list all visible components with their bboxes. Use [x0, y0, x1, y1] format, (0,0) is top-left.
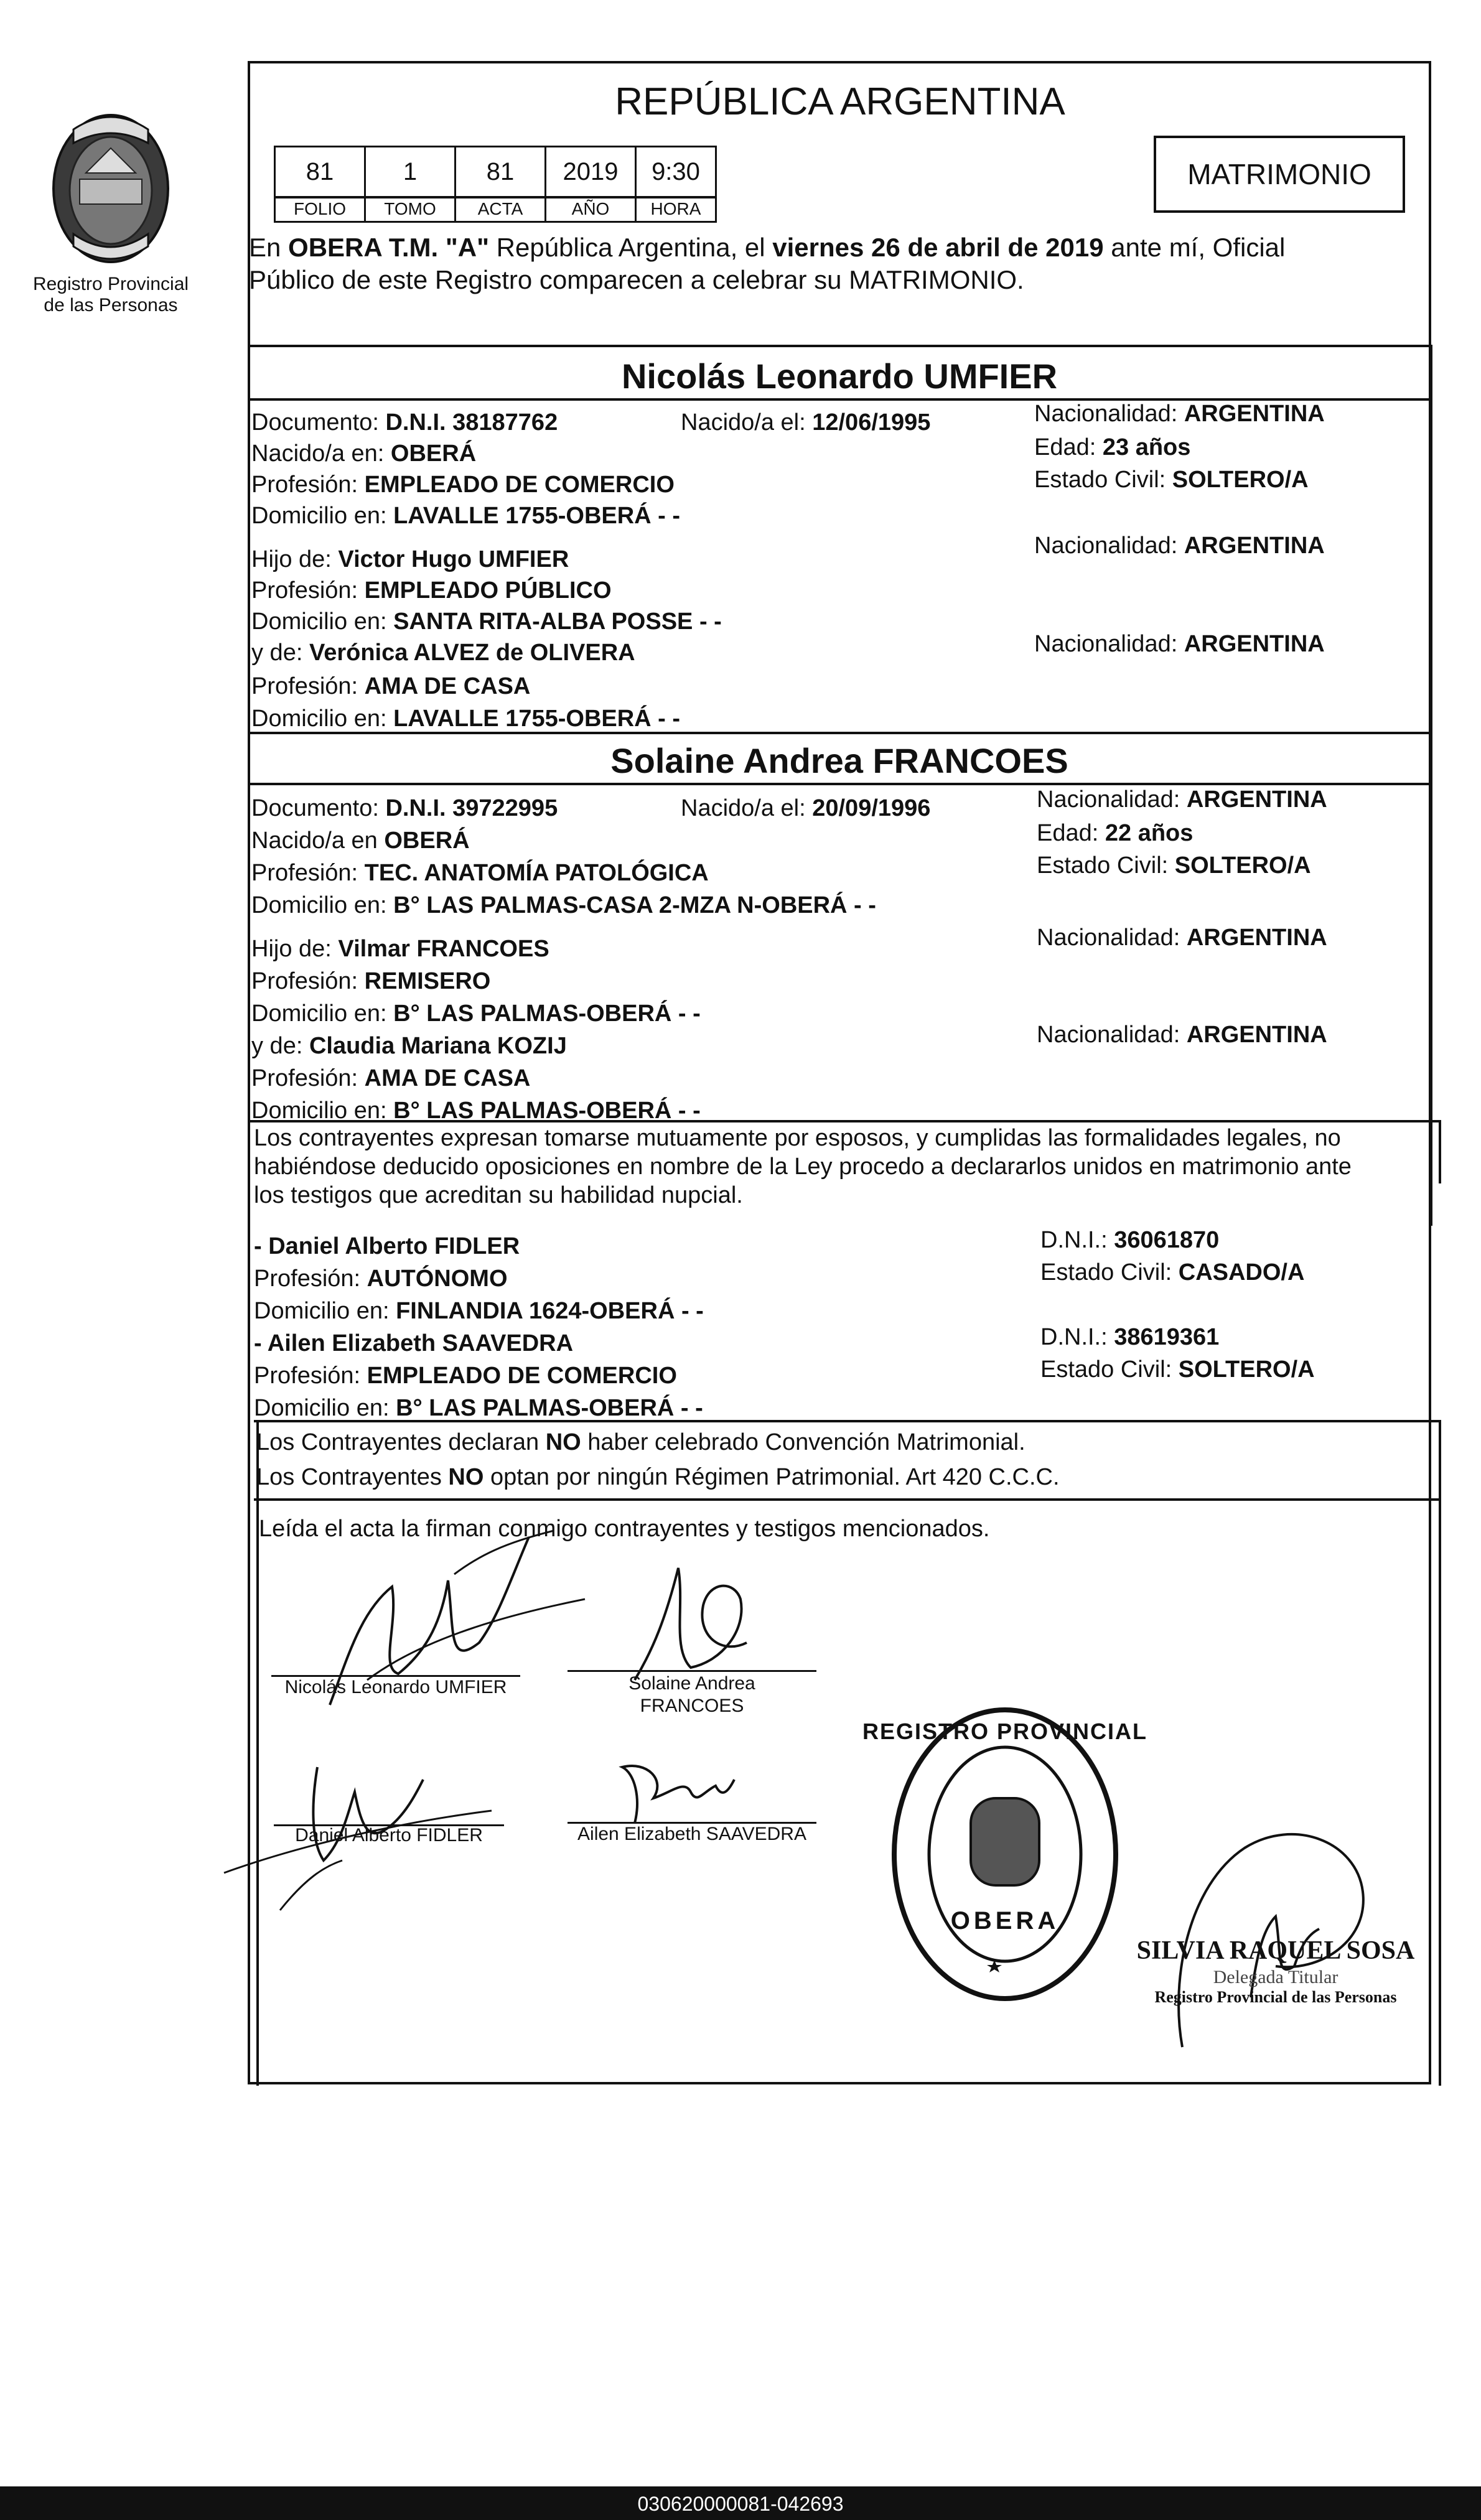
witness-2-signature-name: Ailen Elizabeth SAAVEDRA: [577, 1824, 806, 1844]
bride-profession: TEC. ANATOMÍA PATOLÓGICA: [364, 860, 709, 886]
divider: [249, 345, 1430, 347]
hora-value: 9:30: [635, 146, 717, 198]
bride-mother-profession: AMA DE CASA: [364, 1065, 531, 1091]
bride-name: Solaine Andrea FRANCOES: [610, 741, 1068, 780]
bride-father-nationality: ARGENTINA: [1186, 925, 1327, 951]
bride-signature-name-line2: FRANCOES: [640, 1696, 744, 1716]
witness-1: - Daniel Alberto FIDLER Profesión: AUTÓNOMO Domicilio en: FINLANDIA 1624-OBERÁ - -: [254, 1232, 1032, 1329]
convention-text: [256, 1425, 1432, 1495]
divider: [249, 1120, 1439, 1122]
bride-signature-icon: [616, 1556, 778, 1686]
registry-caption-line1: Registro Provincial: [32, 274, 189, 294]
bride-dni: D.N.I. 39722995: [385, 795, 558, 821]
registry-caption: [11, 274, 210, 316]
convention-line2: Los Contrayentes NO optan por ningún Régimen Patrimonial. Art 420 C.C.C.: [256, 1464, 1060, 1490]
hora-label: HORA: [635, 197, 717, 223]
bride-signature-name-line1: Solaine Andrea: [628, 1673, 755, 1694]
groom-mother-address: LAVALLE 1755-OBERÁ - -: [393, 706, 681, 732]
bride-details-right: Nacionalidad: ARGENTINA Edad: 22 años Estado Civil: SOLTERO/A Nacionalidad: ARGENTINA Nacionalidad: ARGENTINA: [1037, 786, 1327, 1048]
bride-age: 22 años: [1105, 820, 1194, 846]
bride-civil-status: SOLTERO/A: [1174, 852, 1311, 879]
official-name: SILVIA RAQUEL SOSA: [1136, 1936, 1415, 1965]
bride-details-left: Documento: D.N.I. 39722995 Nacido/a el: 20/09/1996 Nacido/a en OBERÁ Profesión: TEC. ANATOMÍA PATOLÓGICA Domicilio en: B° LAS PALMAS-CASA 2-MZA N-OBERÁ - - Hijo de: Vilmar FRANCOES Profesión: REMISERO Domicilio en: B° LAS PALMAS-OBERÁ - - y de: Claudia Mariana KOZIJ Profesión: AMA DE CASA Domicilio en: B° LAS PALMAS-OBERÁ - -: [251, 795, 931, 1124]
bride-birth-date: 20/09/1996: [812, 795, 931, 821]
groom-signature-name: Nicolás Leonardo UMFIER: [284, 1677, 507, 1697]
groom-birth-date: 12/06/1995: [812, 409, 931, 436]
witness-1-address: FINLANDIA 1624-OBERÁ - -: [396, 1298, 704, 1324]
anio-value: 2019: [544, 146, 637, 198]
bride-mother-nationality: ARGENTINA: [1186, 1022, 1327, 1048]
divider: [254, 1498, 1441, 1501]
bride-father-address: B° LAS PALMAS-OBERÁ - -: [393, 1001, 701, 1027]
declaration-line3: los testigos que acreditan su habilidad nupcial.: [254, 1182, 743, 1208]
divider: [249, 732, 1430, 734]
divider: [1439, 1420, 1441, 1498]
folio-value: 81: [274, 146, 366, 198]
witness-1-signature-name: Daniel Alberto FIDLER: [295, 1825, 483, 1846]
anio-label: AÑO: [544, 197, 637, 223]
svg-text:REGISTRO PROVINCIAL: REGISTRO PROVINCIAL: [862, 1719, 1148, 1744]
registry-seal-logo: [36, 105, 185, 273]
groom-details-left: Documento: D.N.I. 38187762 Nacido/a el: 12/06/1995 Nacido/a en: OBERÁ Profesión: EMPLEADO DE COMERCIO Domicilio en: LAVALLE 1755-OBERÁ - - Hijo de: Victor Hugo UMFIER Profesión: EMPLEADO PÚBLICO Domicilio en: SANTA RITA-ALBA POSSE - - y de: Verónica ALVEZ de OLIVERA Profesión: AMA DE CASA Domicilio en: LAVALLE 1755-OBERÁ - -: [251, 409, 931, 732]
bride-address: B° LAS PALMAS-CASA 2-MZA N-OBERÁ - -: [393, 892, 876, 918]
groom-dni: D.N.I. 38187762: [385, 409, 558, 436]
ceremony-date: viernes 26 de abril de 2019: [772, 233, 1104, 262]
bride-signature-line: [568, 1670, 816, 1672]
witness-1-name: - Daniel Alberto FIDLER: [254, 1233, 520, 1259]
bride-mother-address: B° LAS PALMAS-OBERÁ - -: [393, 1098, 701, 1124]
divider: [254, 1420, 1441, 1422]
divider: [1439, 1120, 1441, 1183]
groom-profession: EMPLEADO DE COMERCIO: [364, 472, 675, 498]
groom-father-nationality: ARGENTINA: [1184, 533, 1325, 559]
stamp-city: OBERA: [950, 1907, 1060, 1934]
bride-nationality: ARGENTINA: [1186, 786, 1327, 813]
bride-mother: Claudia Mariana KOZIJ: [309, 1033, 567, 1059]
groom-name: Nicolás Leonardo UMFIER: [621, 357, 1058, 396]
divider: [1439, 1498, 1441, 2086]
witness-1-ids: D.N.I.: 36061870 Estado Civil: CASADO/A: [1040, 1227, 1305, 1286]
witness-2-signature-icon: [597, 1755, 759, 1829]
bride-birthplace: OBERÁ: [384, 828, 470, 854]
registry-caption-line2: de las Personas: [44, 295, 178, 315]
registry-office: OBERA T.M. "A": [288, 233, 489, 262]
intro-line2: Público de este Registro comparecen a celebrar su MATRIMONIO.: [249, 265, 1024, 294]
read-statement: Leída el acta la firman conmigo contrayentes y testigos mencionados.: [259, 1516, 990, 1542]
groom-age: 23 años: [1102, 434, 1191, 460]
groom-father-address: SANTA RITA-ALBA POSSE - -: [393, 609, 722, 635]
misiones-seal-icon: [36, 105, 185, 273]
official-title: Delegada Titular: [1213, 1967, 1339, 1987]
groom-civil-status: SOLTERO/A: [1172, 467, 1309, 493]
act-type-box: [1154, 136, 1405, 213]
bride-signature-name: [568, 1673, 816, 1717]
tomo-value: 1: [364, 146, 456, 198]
witness-2-profession: EMPLEADO DE COMERCIO: [367, 1363, 677, 1389]
divider: [1430, 345, 1432, 1226]
witness-1-civil-status: CASADO/A: [1178, 1259, 1305, 1286]
acta-label: ACTA: [454, 197, 546, 223]
groom-father: Victor Hugo UMFIER: [338, 546, 569, 572]
declaration-line2: habiéndose deducido oposiciones en nombre de la Ley procedo a declararlos unidos en matrimonio ante: [254, 1154, 1352, 1180]
registry-stamp-icon: [862, 1705, 1148, 2004]
act-type-label: MATRIMONIO: [1187, 158, 1371, 190]
intro-line1: En OBERA T.M. "A" República Argentina, el viernes 26 de abril de 2019 ante mí, Oficial: [249, 233, 1286, 262]
convention-line1: Los Contrayentes declaran NO haber celebrado Convención Matrimonial.: [256, 1429, 1025, 1455]
witness-2: - Ailen Elizabeth SAAVEDRA Profesión: EMPLEADO DE COMERCIO Domicilio en: B° LAS PALMAS-OBERÁ - -: [254, 1329, 1032, 1426]
witness-2-civil-status: SOLTERO/A: [1178, 1356, 1315, 1383]
groom-father-profession: EMPLEADO PÚBLICO: [364, 577, 612, 604]
official-organization: Registro Provincial de las Personas: [1154, 1988, 1397, 2006]
witness-2-address: B° LAS PALMAS-OBERÁ - -: [396, 1395, 703, 1421]
witness-2-name: - Ailen Elizabeth SAAVEDRA: [254, 1330, 574, 1356]
witness-1-profession: AUTÓNOMO: [367, 1266, 508, 1292]
declaration-line1: Los contrayentes expresan tomarse mutuamente por esposos, y cumplidas las formalidades legales, no: [254, 1125, 1341, 1151]
country-title: REPÚBLICA ARGENTINA: [615, 80, 1065, 123]
acta-value: 81: [454, 146, 546, 198]
official-signature-icon: [1133, 1792, 1381, 2053]
groom-birthplace: OBERÁ: [390, 441, 477, 467]
witness-1-dni: 36061870: [1114, 1227, 1220, 1253]
groom-mother-nationality: ARGENTINA: [1184, 631, 1325, 657]
groom-address: LAVALLE 1755-OBERÁ - -: [393, 503, 681, 529]
groom-details-right: Nacionalidad: ARGENTINA Edad: 23 años Estado Civil: SOLTERO/A Nacionalidad: ARGENTINA Nacionalidad: ARGENTINA: [1034, 401, 1325, 657]
bride-father: Vilmar FRANCOES: [338, 936, 549, 962]
tomo-label: TOMO: [364, 197, 456, 223]
folio-label: FOLIO: [274, 197, 366, 223]
bride-father-profession: REMISERO: [364, 968, 491, 994]
groom-mother: Verónica ALVEZ de OLIVERA: [309, 640, 635, 666]
groom-mother-profession: AMA DE CASA: [364, 673, 531, 699]
witness-2-dni: 38619361: [1114, 1324, 1220, 1350]
intro-text: [249, 231, 1429, 296]
groom-nationality: ARGENTINA: [1184, 401, 1325, 427]
document-code: 030620000081-042693: [637, 2493, 844, 2515]
witness-2-ids: D.N.I.: 38619361 Estado Civil: SOLTERO/A: [1040, 1324, 1315, 1383]
declaration-text: [254, 1124, 1436, 1210]
